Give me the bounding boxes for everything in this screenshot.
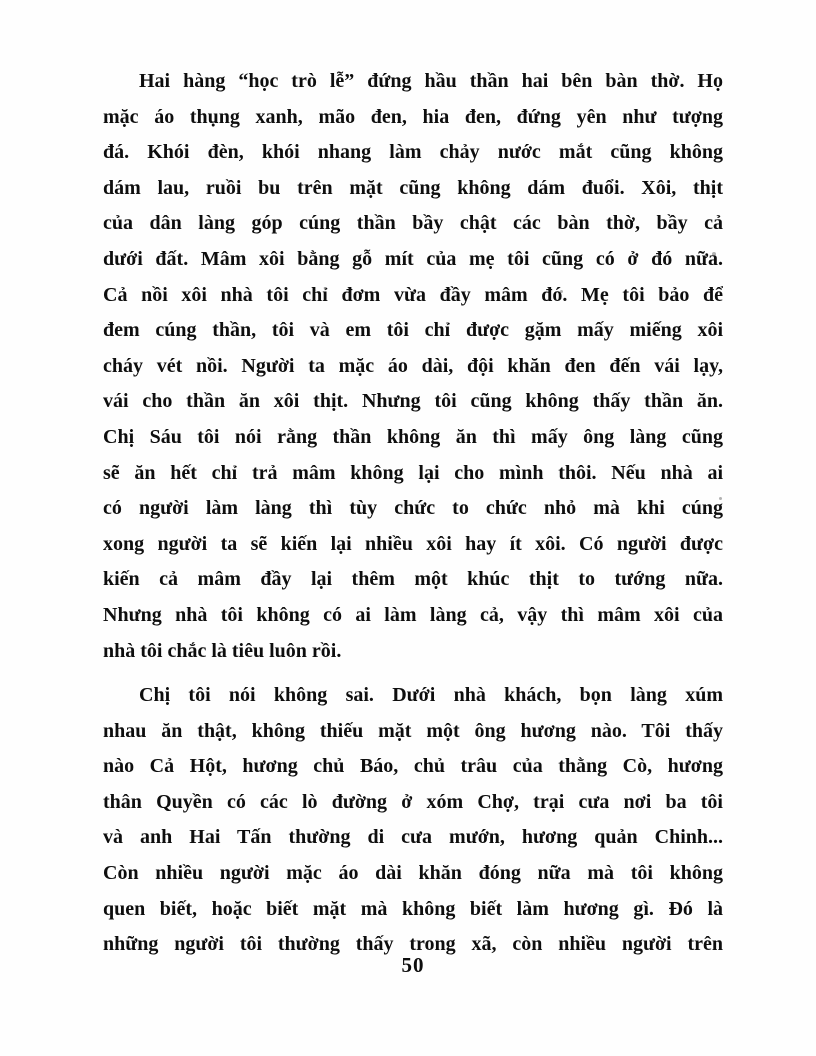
text-line: Chị Sáu tôi nói rằng thần không ăn thì mấy ông làng cũng [103,425,723,448]
text-line: có người làm làng thì tùy chức to chức nhỏ mà khi cúng [103,497,723,520]
text-line: và anh Hai Tấn thường di cưa mướn, hương quản Chinh... [103,826,723,849]
text-line: đá. Khói đèn, khói nhang làm chảy nước mắt cũng không [103,141,723,164]
text-line: Còn nhiều người mặc áo dài khăn đóng nữa mà tôi không [103,862,723,885]
text-line: nhà tôi chắc là tiêu luôn rồi. [103,639,342,662]
text-line: Cả nồi xôi nhà tôi chỉ đơm vừa đầy mâm đó. Mẹ tôi bảo để [103,283,723,306]
text-line: vái cho thần ăn xôi thịt. Nhưng tôi cũng không thấy thần ăn. [103,390,723,413]
text-line: những người tôi thường thấy trong xã, còn nhiều người trên [103,933,723,956]
text-line: dưới đất. Mâm xôi bằng gỗ mít của mẹ tôi cũng có ở đó nữa. [103,247,723,270]
text-line: Chị tôi nói không sai. Dưới nhà khách, bọn làng xúm [139,684,723,707]
text-line: nhau ăn thật, không thiếu mặt một ông hương nào. Tôi thấy [103,719,723,742]
text-line: đem cúng thần, tôi và em tôi chỉ được gặm mấy miếng xôi [103,319,723,342]
text-line: sẽ ăn hết chỉ trả mâm không lại cho mình thôi. Nếu nhà ai [103,461,723,484]
page-text-block [103,64,723,963]
paragraph [103,678,723,963]
text-line: nào Cả Hột, hương chủ Báo, chủ trâu của thằng Cò, hương [103,755,723,778]
text-line: quen biết, hoặc biết mặt mà không biết làm hương gì. Đó là [103,897,723,920]
text-line: thân Quyền có các lò đường ở xóm Chợ, trại cưa nơi ba tôi [103,790,723,813]
text-line: Hai hàng “học trò lễ” đứng hầu thần hai bên bàn thờ. Họ [139,70,723,92]
text-line: mặc áo thụng xanh, mão đen, hia đen, đứng yên như tượng [103,105,723,128]
text-line: Nhưng nhà tôi không có ai làm làng cả, vậy thì mâm xôi của [103,603,723,626]
text-line: dám lau, ruồi bu trên mặt cũng không dám đuổi. Xôi, thịt [103,176,723,199]
paragraph [103,64,723,669]
scan-speck [560,290,563,293]
text-line: cháy vét nồi. Người ta mặc áo dài, đội khăn đen đến vái lạy, [103,354,723,377]
scan-speck [719,497,722,500]
text-line: của dân làng góp cúng thần bầy chật các bàn thờ, bầy cả [103,212,723,235]
scan-speck [657,255,660,258]
scan-speck [712,252,716,256]
text-line: kiến cả mâm đầy lại thêm một khúc thịt to tướng nữa. [103,568,723,591]
text-line: xong người ta sẽ kiến lại nhiều xôi hay ít xôi. Có người được [103,532,723,555]
page-number: 50 [401,953,425,977]
